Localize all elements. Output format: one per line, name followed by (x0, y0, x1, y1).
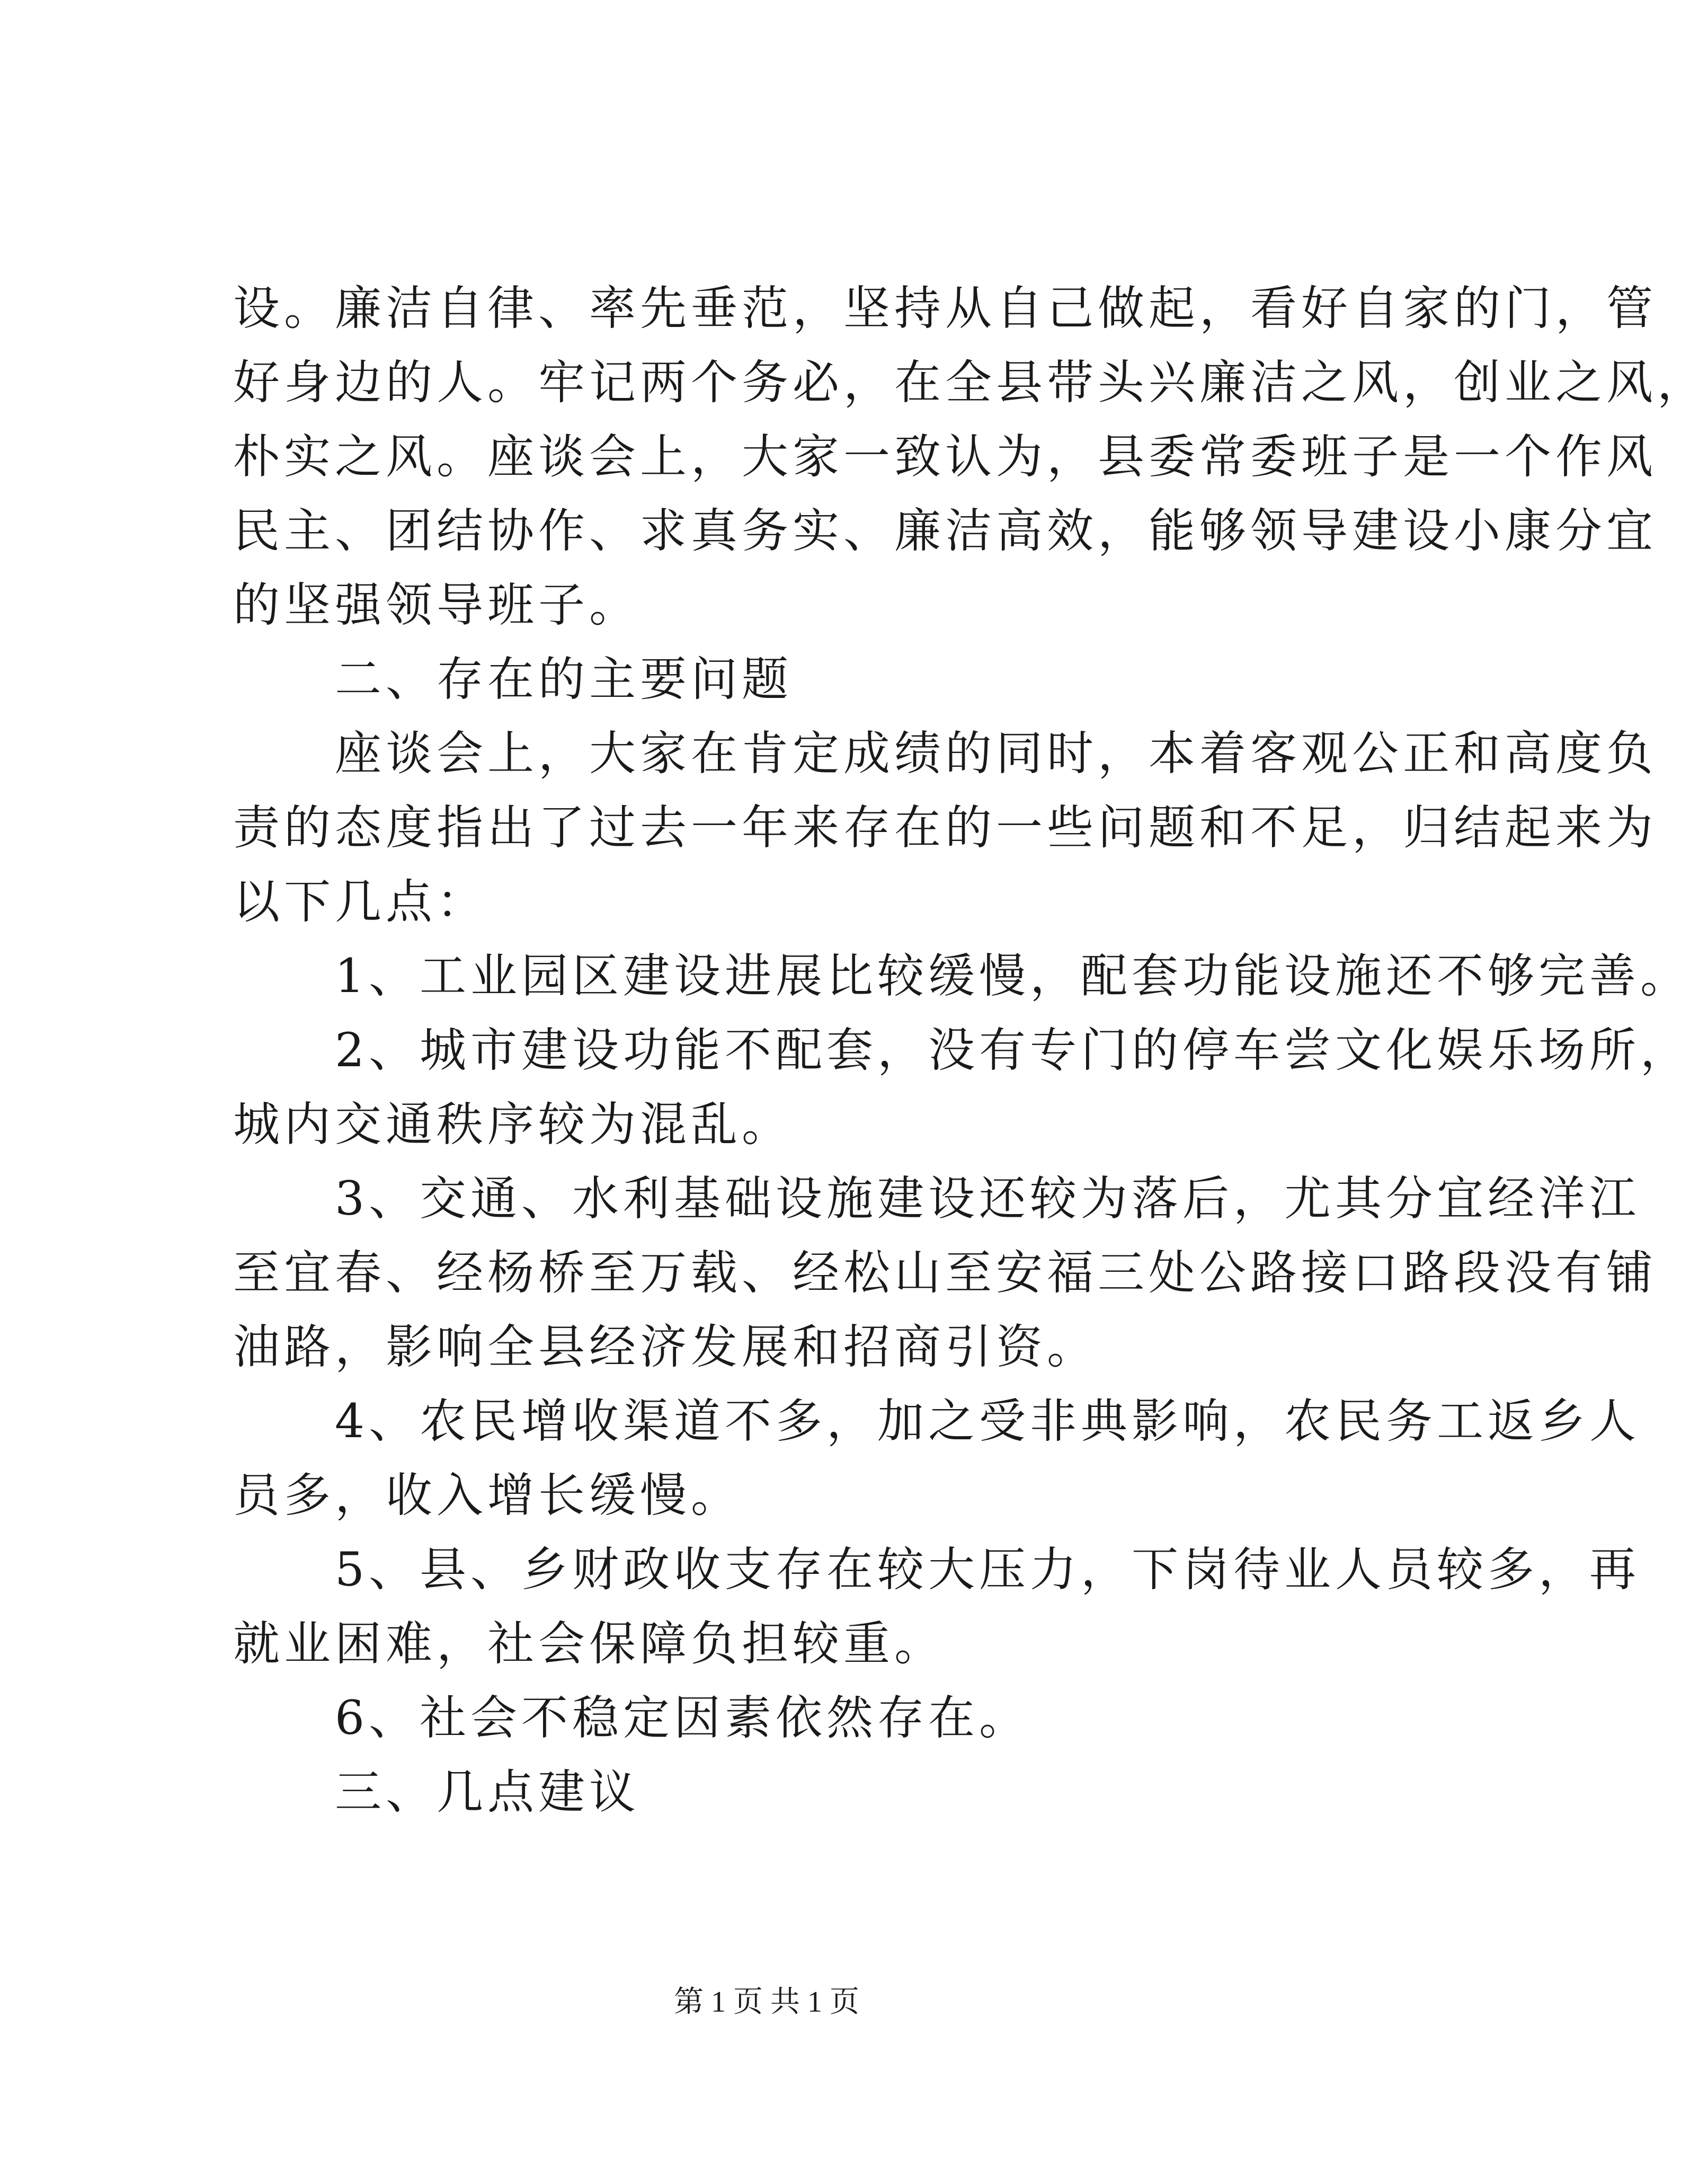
paragraph-line-indented: 二、存在的主要问题 (335, 652, 793, 706)
document-body (233, 271, 1708, 1829)
paragraph-line-indented: 5、县、乡财政收支存在较大压力，下岗待业人员较多，再 (335, 1542, 1640, 1597)
page-footer: 第 1 页 共 1 页 (674, 1986, 859, 2019)
paragraph-line-indented: 1、工业园区建设进展比较缓慢，配套功能设施还不够完善。 (335, 949, 1691, 1003)
paragraph-line-indented: 3、交通、水利基础设施建设还较为落后，尤其分宜经洋江 (335, 1171, 1640, 1226)
paragraph-line: 责的态度指出了过去一年来存在的一些问题和不足，归结起来为 (233, 800, 1658, 855)
paragraph-line-indented: 4、农民增收渠道不多，加之受非典影响，农民务工返乡人 (335, 1394, 1640, 1448)
paragraph-line: 城内交通秩序较为混乱。 (233, 1097, 793, 1152)
paragraph-line-indented: 座谈会上，大家在肯定成绩的同时，本着客观公正和高度负 (335, 726, 1658, 781)
paragraph-line: 朴实之风。座谈会上，大家一致认为，县委常委班子是一个作风 (233, 429, 1658, 484)
paragraph-line: 以下几点： (233, 874, 488, 929)
paragraph-line: 员多，收入增长缓慢。 (233, 1468, 742, 1522)
paragraph-line-indented: 6、社会不稳定因素依然存在。 (335, 1690, 1030, 1745)
paragraph-line-indented: 2、城市建设功能不配套，没有专门的停车尝文化娱乐场所， (335, 1023, 1691, 1077)
paragraph-line: 的坚强领导班子。 (233, 578, 640, 632)
paragraph-line: 好身边的人。牢记两个务必，在全县带头兴廉洁之风，创业之风， (233, 355, 1708, 410)
paragraph-line: 就业困难，社会保障负担较重。 (233, 1616, 946, 1671)
paragraph-line: 至宜春、经杨桥至万载、经松山至安福三处公路接口路段没有铺 (233, 1245, 1658, 1300)
paragraph-line: 设。廉洁自律、率先垂范，坚持从自己做起，看好自家的门，管 (233, 281, 1658, 335)
paragraph-line-indented: 三、几点建议 (335, 1765, 640, 1819)
paragraph-line: 民主、团结协作、求真务实、廉洁高效，能够领导建设小康分宜 (233, 503, 1658, 558)
paragraph-line: 油路，影响全县经济发展和招商引资。 (233, 1320, 1098, 1374)
